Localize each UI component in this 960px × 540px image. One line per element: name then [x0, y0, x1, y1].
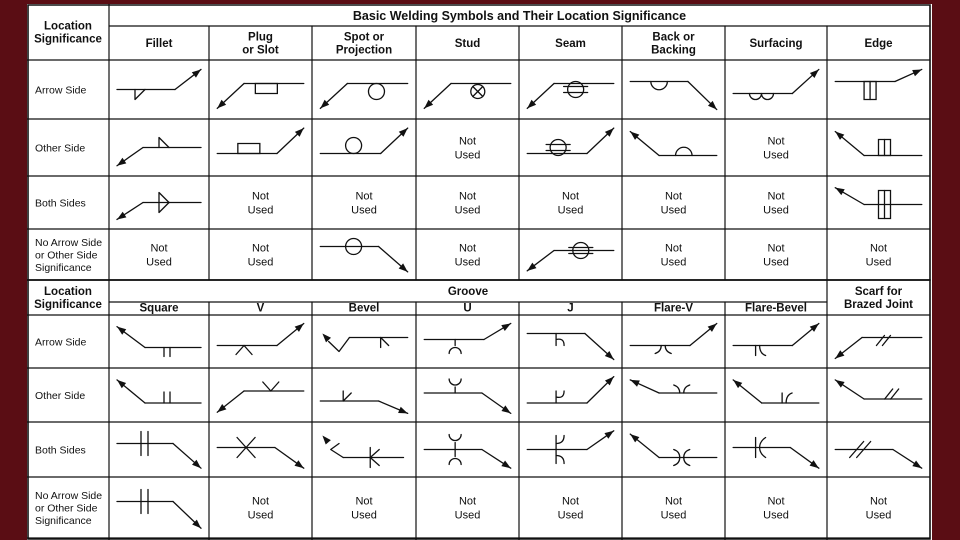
- fillet-symbol: [117, 69, 201, 99]
- not-used-cell: [763, 191, 789, 217]
- cell-text: J: [567, 302, 574, 315]
- cell-text: Used: [660, 509, 687, 522]
- column-header: [455, 38, 481, 50]
- column-header: [146, 38, 173, 50]
- cell-text: Location: [44, 20, 92, 33]
- not-used-cell: [248, 191, 274, 217]
- cell-text: Flare-Bevel: [744, 302, 808, 315]
- scarf-symbol: [835, 442, 922, 469]
- not-used-cell: [455, 496, 481, 522]
- cell-text: Used: [247, 204, 274, 217]
- cell-text: Square: [139, 302, 179, 315]
- cell-text: Used: [557, 509, 584, 522]
- cell-text: Used: [865, 509, 892, 522]
- column-header: [336, 32, 392, 57]
- not-used-cell: [661, 191, 687, 217]
- j-symbol: [527, 334, 614, 360]
- cell-text: Not: [767, 495, 785, 508]
- cell-text: Not: [767, 242, 785, 255]
- v-symbol: [217, 382, 304, 412]
- cell-text: Not: [458, 190, 477, 203]
- column-header: [257, 303, 265, 315]
- cell-text: Edge: [864, 38, 893, 50]
- cell-text: Stud: [454, 38, 481, 50]
- cell-text: Scarf for: [854, 286, 903, 298]
- j-symbol: [527, 377, 614, 403]
- cell-text: Not: [251, 190, 270, 203]
- flarebevel-symbol: [733, 323, 819, 355]
- spot-symbol: [320, 84, 407, 109]
- column-header: [651, 32, 696, 57]
- cell-text: Not: [869, 495, 888, 508]
- welding-symbols-chart: [27, 4, 932, 540]
- not-used-cell: [146, 243, 172, 269]
- fillet-symbol: [117, 138, 201, 166]
- cell-text: Brazed Joint: [843, 299, 914, 311]
- cell-text: Used: [454, 256, 481, 269]
- not-used-cell: [866, 496, 892, 522]
- cell-text: Projection: [335, 44, 393, 57]
- cell-text: Other Side: [35, 390, 86, 402]
- u-symbol: [424, 323, 511, 353]
- not-used-cell: [351, 496, 377, 522]
- cell-text: Significance: [35, 515, 92, 527]
- cell-text: No Arrow Side: [35, 490, 103, 502]
- cell-text: Not: [355, 495, 373, 508]
- edge-symbol: [835, 69, 922, 99]
- column-header: [844, 286, 913, 311]
- column-header: [864, 38, 892, 50]
- cell-text: Fillet: [145, 38, 173, 50]
- cell-text: Not: [767, 135, 785, 148]
- cell-text: Used: [454, 509, 481, 522]
- cell-text: Other Side: [35, 142, 86, 155]
- table-row: [35, 128, 922, 166]
- column-header: [654, 303, 693, 315]
- flarebevel-symbol: [733, 438, 819, 469]
- not-used-cell: [763, 496, 789, 522]
- cell-text: Significance: [34, 33, 102, 46]
- cell-text: Arrow Side: [35, 336, 87, 349]
- cell-text: Used: [351, 204, 377, 217]
- cell-text: Spot or: [343, 31, 385, 44]
- u-symbol: [424, 379, 511, 413]
- cell-text: Significance: [35, 262, 92, 274]
- spot-symbol: [320, 128, 407, 153]
- column-header: [140, 303, 179, 315]
- bevel-symbol: [320, 391, 407, 413]
- column-header: [555, 38, 586, 50]
- cell-text: Not: [664, 242, 683, 255]
- surfacing-symbol: [733, 69, 819, 99]
- table-row: [35, 69, 922, 109]
- edge-symbol: [835, 188, 922, 219]
- not-used-cell: [248, 243, 274, 269]
- not-used-cell: [763, 243, 789, 269]
- not-used-cell: [455, 136, 481, 162]
- cell-text: Arrow Side: [35, 84, 87, 97]
- cell-text: Not: [458, 135, 477, 148]
- cell-text: Back or: [652, 31, 695, 44]
- cell-text: Used: [763, 509, 789, 522]
- plug-symbol: [217, 84, 304, 109]
- cell-text: Not: [251, 495, 270, 508]
- cell-text: Surfacing: [749, 38, 803, 50]
- cell-text: Used: [454, 149, 481, 162]
- cell-text: Backing: [651, 44, 696, 57]
- not-used-cell: [455, 243, 481, 269]
- cell-text: Significance: [34, 299, 102, 311]
- cell-text: Not: [561, 495, 580, 508]
- column-header: [749, 38, 802, 50]
- table-row: [35, 188, 922, 220]
- table-row: [35, 377, 922, 414]
- cell-text: Location: [44, 286, 92, 298]
- table-row: [35, 431, 922, 468]
- table2-header: [34, 286, 913, 315]
- table-row: [35, 237, 891, 274]
- row-label: [35, 445, 86, 457]
- j-symbol: [527, 431, 614, 464]
- back-symbol: [630, 132, 717, 156]
- column-header: [242, 32, 279, 57]
- not-used-cell: [558, 496, 584, 522]
- bevel-symbol: [322, 334, 407, 352]
- cell-text: Not: [355, 190, 373, 203]
- back-symbol: [630, 82, 717, 110]
- cell-text: Used: [763, 204, 789, 217]
- column-header: [463, 303, 471, 315]
- seam-symbol: [527, 243, 614, 271]
- column-header: [745, 303, 807, 315]
- column-header: [567, 303, 573, 315]
- cell-text: or Other Side: [35, 502, 98, 515]
- flarebevel-symbol: [733, 380, 819, 403]
- stud-symbol: [424, 84, 511, 109]
- cell-text: Flare-V: [654, 302, 693, 315]
- seam-symbol: [527, 82, 614, 109]
- cell-text: Used: [660, 256, 687, 269]
- flarev-symbol: [630, 434, 717, 465]
- not-used-cell: [661, 243, 687, 269]
- v-symbol: [217, 438, 304, 469]
- not-used-cell: [661, 496, 687, 522]
- square-symbol: [117, 432, 201, 469]
- v-symbol: [217, 323, 304, 354]
- cell-text: Not: [767, 190, 785, 203]
- fillet-symbol: [117, 193, 201, 220]
- square-symbol: [117, 327, 201, 357]
- not-used-cell: [351, 191, 377, 217]
- cell-text: Used: [557, 204, 584, 217]
- cell-text: Used: [454, 204, 481, 217]
- not-used-cell: [455, 191, 481, 217]
- table-row: [35, 323, 922, 359]
- cell-text: or Slot: [242, 44, 279, 57]
- cell-text: Used: [351, 509, 377, 522]
- cell-text: Both Sides: [35, 444, 86, 457]
- symbols-table: [27, 4, 932, 540]
- spot-symbol: [320, 239, 407, 272]
- cell-text: Used: [865, 256, 892, 269]
- row-label: [35, 390, 85, 402]
- not-used-cell: [558, 191, 584, 217]
- scarf-symbol: [835, 336, 922, 359]
- square-symbol: [117, 490, 201, 529]
- row-label: [35, 198, 86, 210]
- cell-text: Not: [150, 242, 168, 255]
- cell-text: Used: [660, 204, 687, 217]
- not-used-cell: [248, 496, 274, 522]
- column-header: [349, 303, 380, 315]
- cell-text: Not: [664, 190, 683, 203]
- edge-symbol: [835, 132, 922, 156]
- u-symbol: [424, 435, 511, 469]
- flarev-symbol: [630, 323, 717, 353]
- not-used-cell: [866, 243, 892, 269]
- not-used-cell: [763, 136, 789, 162]
- row-label: [35, 237, 102, 274]
- bevel-symbol: [322, 436, 403, 468]
- cell-text: V: [256, 302, 265, 315]
- cell-text: Used: [247, 256, 274, 269]
- plug-symbol: [217, 128, 304, 153]
- row-label: [35, 337, 87, 349]
- cell-text: Not: [664, 495, 683, 508]
- cell-text: Used: [763, 256, 789, 269]
- seam-symbol: [527, 128, 614, 155]
- cell-text: Not: [561, 190, 580, 203]
- cell-text: U: [463, 302, 472, 315]
- cell-text: Not: [869, 242, 888, 255]
- cell-text: or Other Side: [35, 249, 98, 262]
- cell-text: No Arrow Side: [35, 237, 103, 249]
- cell-text: Not: [458, 242, 477, 255]
- cell-text: Both Sides: [35, 197, 86, 210]
- row-label: [35, 85, 87, 97]
- table-row: [35, 490, 891, 529]
- cell-text: Bevel: [348, 302, 380, 315]
- chart-title: Basic Welding Symbols and Their Location Significance: [352, 9, 687, 23]
- row-label: [35, 143, 85, 155]
- scarf-symbol: [835, 380, 922, 399]
- cell-text: Used: [247, 509, 274, 522]
- square-symbol: [117, 380, 201, 403]
- flarev-symbol: [630, 380, 717, 393]
- row-label: [35, 490, 102, 527]
- cell-text: Not: [251, 242, 270, 255]
- cell-text: Not: [458, 495, 477, 508]
- cell-text: Used: [146, 256, 172, 269]
- cell-text: Used: [763, 149, 789, 162]
- cell-text: Seam: [555, 38, 586, 50]
- cell-text: Plug: [248, 31, 273, 44]
- groove-group-header: Groove: [447, 286, 489, 298]
